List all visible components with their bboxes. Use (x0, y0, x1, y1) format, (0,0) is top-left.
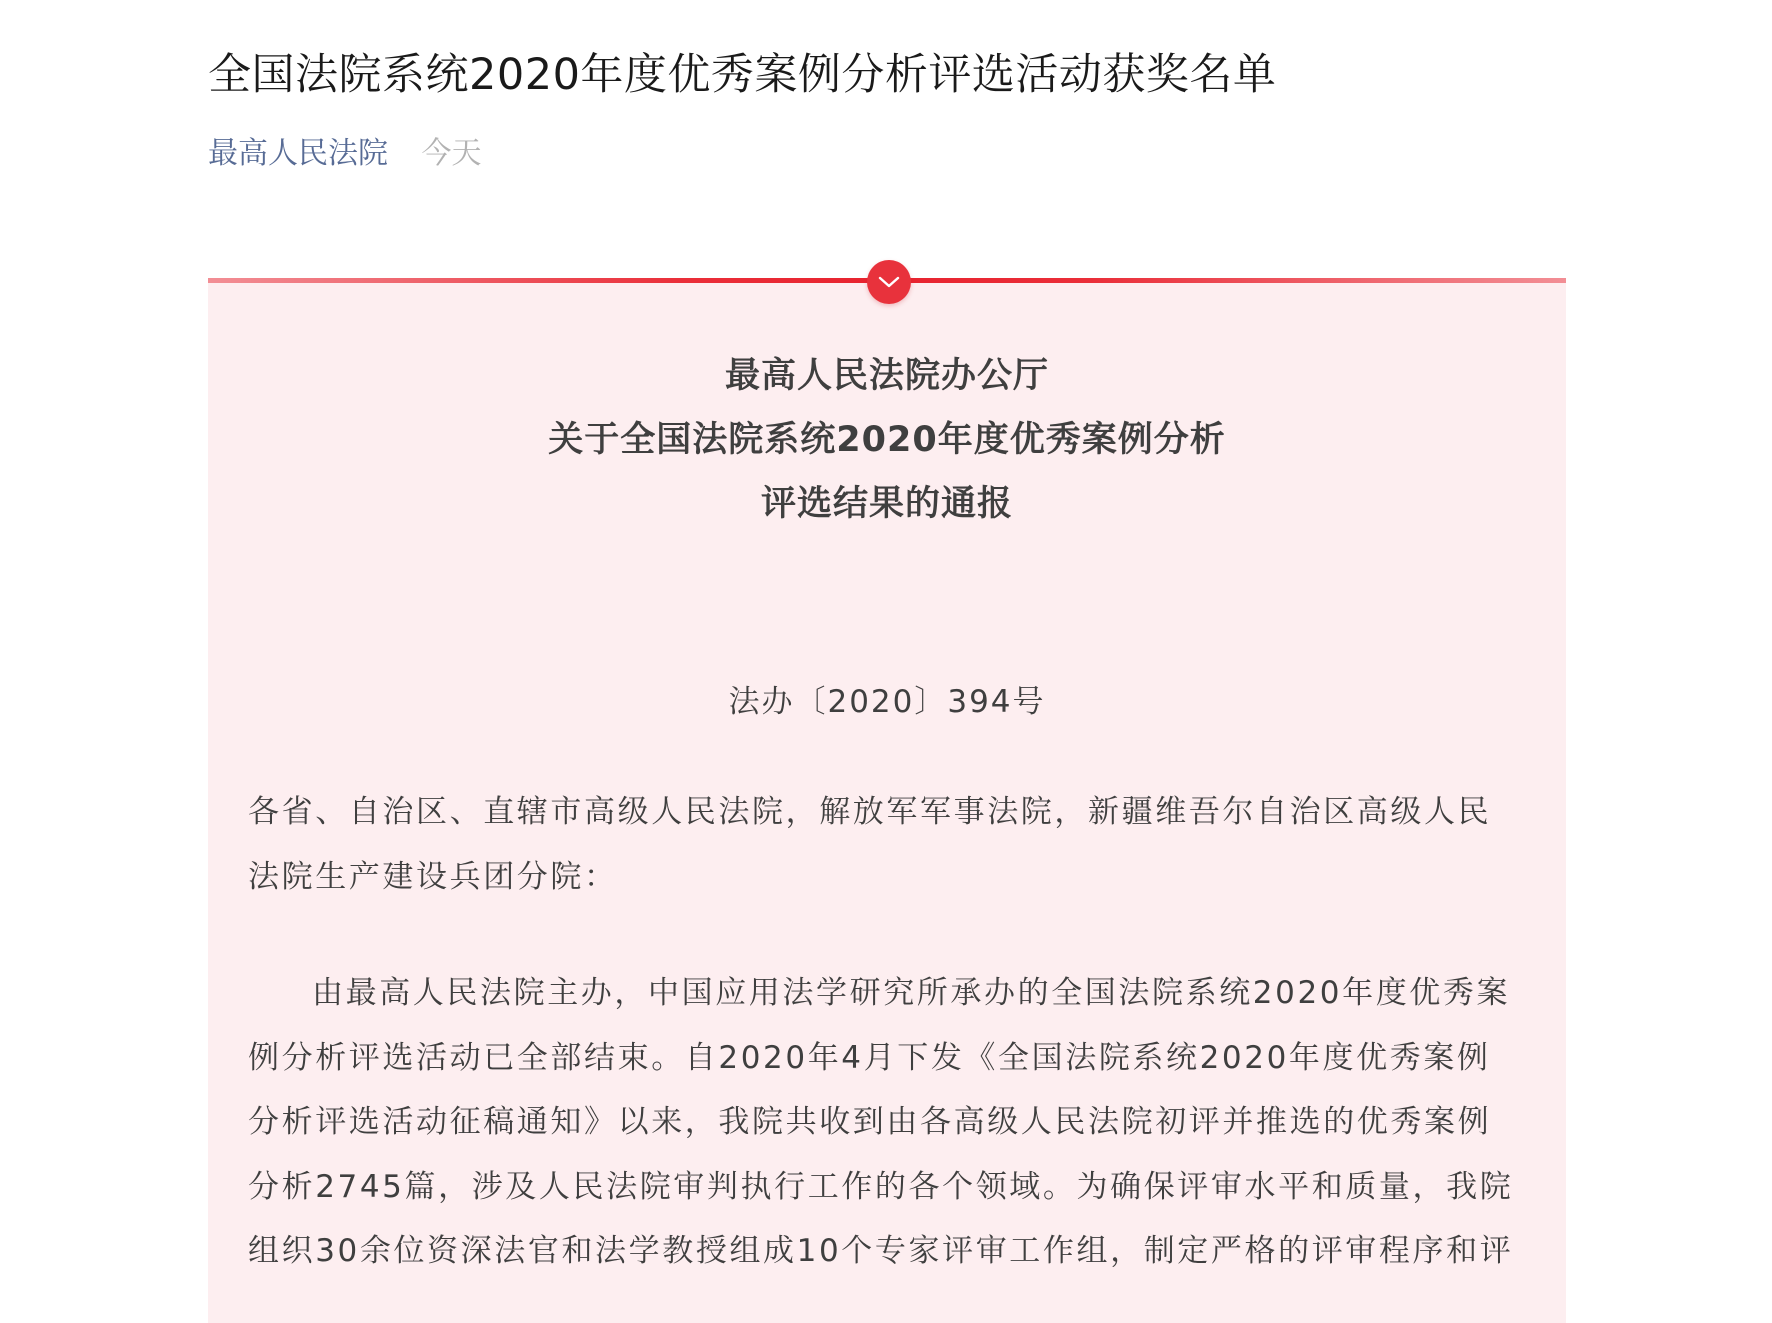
chevron-down-icon (877, 275, 901, 289)
text-line: 分析评选活动征稿通知》以来，我院共收到由各高级人民法院初评并推选的优秀案例 (248, 1104, 1492, 1140)
text-line: 例分析评选活动已全部结束。自2020年4月下发《全国法院系统2020年度优秀案例 (248, 1039, 1491, 1076)
text-line: 由最高人民法院主办，中国应用法学研究所承办的全国法院系统2020年度优秀案 (312, 975, 1511, 1011)
doc-heading-line: 评选结果的通报 (760, 484, 1013, 524)
text-line: 各省、自治区、直辖市高级人民法院，解放军军事法院，新疆维吾尔自治区高级人民 (248, 794, 1492, 830)
text-line: 法院生产建设兵团分院： (248, 858, 618, 895)
salutation-paragraph (248, 780, 1533, 909)
text-line: 组织30余位资深法官和法学教授组成10个专家评审工作组，制定严格的评审程序和评 (248, 1233, 1514, 1269)
account-name-link[interactable]: 最高人民法院 (208, 136, 388, 171)
divider-badge (867, 260, 911, 304)
publish-time: 今天 (421, 136, 482, 171)
body-paragraph (248, 961, 1533, 1284)
text-line: 分析2745篇，涉及人民法院审判执行工作的各个领域。为确保评审水平和质量，我院 (248, 1168, 1514, 1205)
article-meta (208, 132, 482, 176)
article-title: 全国法院系统2020年度优秀案例分析评选活动获奖名单 (208, 50, 1277, 100)
doc-heading-line: 最高人民法院办公厅 (724, 356, 1049, 396)
document-card (208, 283, 1566, 1323)
document-number: 法办〔2020〕394号 (728, 684, 1046, 720)
doc-heading-line: 关于全国法院系统2020年度优秀案例分析 (548, 420, 1226, 460)
